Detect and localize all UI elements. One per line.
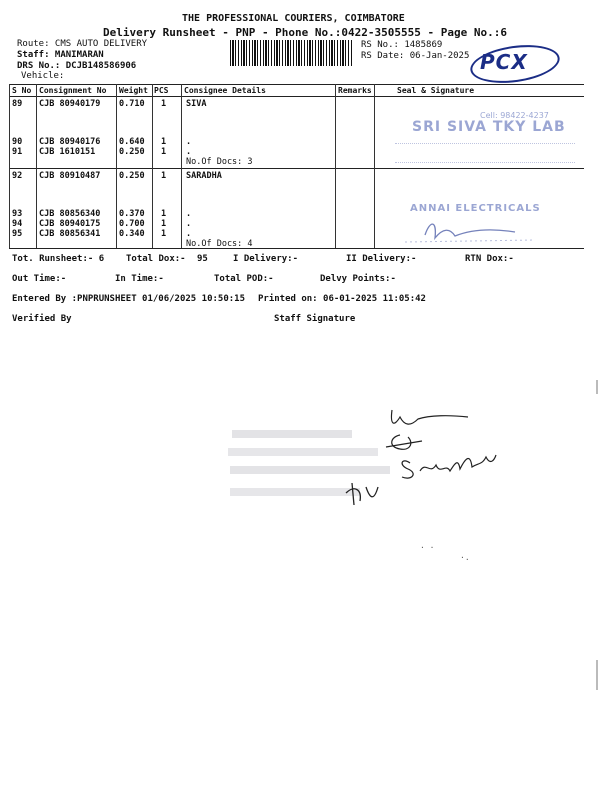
rs-date: RS Date: 06-Jan-2025	[361, 51, 470, 61]
row-weight: 0.640	[119, 137, 145, 147]
row-pcs: 1	[161, 137, 167, 147]
row-pcs: 1	[161, 209, 167, 219]
drs-number: DRS No.: DCJB148586906	[17, 61, 137, 71]
row-consignment: CJB 80856340	[39, 209, 101, 219]
row-dot: .	[186, 147, 192, 157]
row-dot: .	[186, 137, 192, 147]
route: Route: CMS AUTO DELIVERY	[17, 39, 148, 49]
total-dox-label: Total Dox:-	[126, 254, 186, 264]
docs-count: No.Of Docs: 4	[186, 239, 253, 249]
stamp-phone: Cell: 98422-4237	[480, 111, 549, 120]
delivery-points: Delvy Points:-	[320, 274, 396, 284]
scan-edge-mark	[596, 380, 598, 394]
col-header-pcs: PCS	[154, 86, 169, 95]
row-pcs: 1	[161, 219, 167, 229]
ii-delivery: II Delivery:-	[346, 254, 417, 264]
col-line	[36, 84, 37, 248]
row-sno: 93	[12, 209, 23, 219]
rs-number: RS No.: 1485869	[361, 40, 443, 50]
row-sno: 94	[12, 219, 23, 229]
docs-count: No.Of Docs: 3	[186, 157, 253, 167]
col-line	[374, 84, 375, 248]
row-pcs: 1	[161, 147, 167, 157]
col-header-consignment: Consignment No	[39, 86, 107, 95]
col-line	[9, 84, 10, 248]
handwritten-signature	[330, 405, 520, 515]
scan-mark: ·.	[460, 553, 470, 562]
handwritten-text	[1, 1, 5, 2]
consignee-name: SARADHA	[186, 171, 222, 181]
row-consignment: CJB 1610151	[39, 147, 96, 157]
row-dot: .	[186, 229, 192, 239]
col-header-sno: S No	[12, 86, 32, 95]
i-delivery: I Delivery:-	[233, 254, 299, 264]
row-pcs: 1	[161, 99, 167, 109]
row-consignment: CJB 80940175	[39, 219, 101, 229]
row-weight: 0.370	[119, 209, 145, 219]
table-top-border	[9, 84, 584, 85]
pcx-logo: PCX	[480, 50, 528, 74]
row-consignment: CJB 80940176	[39, 137, 101, 147]
runsheet-title: Delivery Runsheet - PNP - Phone No.:0422-3505555 - Page No.:6	[103, 26, 507, 39]
row-sno: 95	[12, 229, 23, 239]
table-header-border	[9, 96, 584, 97]
consignee-name: SIVA	[186, 99, 207, 109]
stamp-shop-name-2: ANNAI ELECTRICALS	[410, 203, 541, 214]
out-time: Out Time:-	[12, 274, 67, 284]
row-consignment: CJB 80940179	[39, 99, 101, 109]
col-header-weight: Weight	[119, 86, 148, 95]
scan-mark: · ·	[420, 543, 435, 552]
col-line	[181, 84, 182, 248]
stamp-shop-name: SRI SIVA TKY LAB	[412, 119, 566, 135]
row-weight: 0.250	[119, 171, 145, 181]
vehicle: Vehicle:	[21, 71, 65, 81]
row-weight: 0.250	[119, 147, 145, 157]
verified-by: Verified By	[12, 314, 72, 324]
printed-on: Printed on: 06-01-2025 11:05:42	[258, 294, 426, 304]
staff: Staff: MANIMARAN	[17, 50, 104, 60]
col-header-remarks: Remarks	[338, 86, 372, 95]
row-dot: .	[186, 219, 192, 229]
group-divider	[9, 168, 584, 169]
row-pcs: 1	[161, 171, 167, 181]
staff-signature: Staff Signature	[274, 314, 356, 324]
row-consignment: CJB 80910487	[39, 171, 101, 181]
scan-edge-mark	[596, 660, 598, 690]
stamp-address-lines	[395, 143, 575, 163]
company-name: THE PROFESSIONAL COURIERS, COIMBATORE	[182, 13, 405, 24]
row-weight: 0.340	[119, 229, 145, 239]
col-line	[116, 84, 117, 248]
in-time: In Time:-	[115, 274, 164, 284]
row-pcs: 1	[161, 229, 167, 239]
row-dot: .	[186, 209, 192, 219]
total-dox-value: 95	[197, 254, 208, 264]
row-weight: 0.710	[119, 99, 145, 109]
col-line	[335, 84, 336, 248]
row-sno: 89	[12, 99, 23, 109]
entered-by: Entered By :PNPRUNSHEET 01/06/2025 10:50:15	[12, 294, 245, 304]
col-header-seal: Seal & Signature	[397, 86, 475, 95]
barcode	[230, 40, 352, 66]
signature-scribble	[395, 210, 555, 250]
row-sno: 92	[12, 171, 23, 181]
row-consignment: CJB 80856341	[39, 229, 101, 239]
row-weight: 0.700	[119, 219, 145, 229]
col-header-consignee: Consignee Details	[184, 86, 266, 95]
col-line	[152, 84, 153, 248]
total-runsheet: Tot. Runsheet:- 6	[12, 254, 105, 264]
total-pod: Total POD:-	[214, 274, 274, 284]
row-sno: 90	[12, 137, 23, 147]
rtn-dox: RTN Dox:-	[465, 254, 514, 264]
row-sno: 91	[12, 147, 23, 157]
